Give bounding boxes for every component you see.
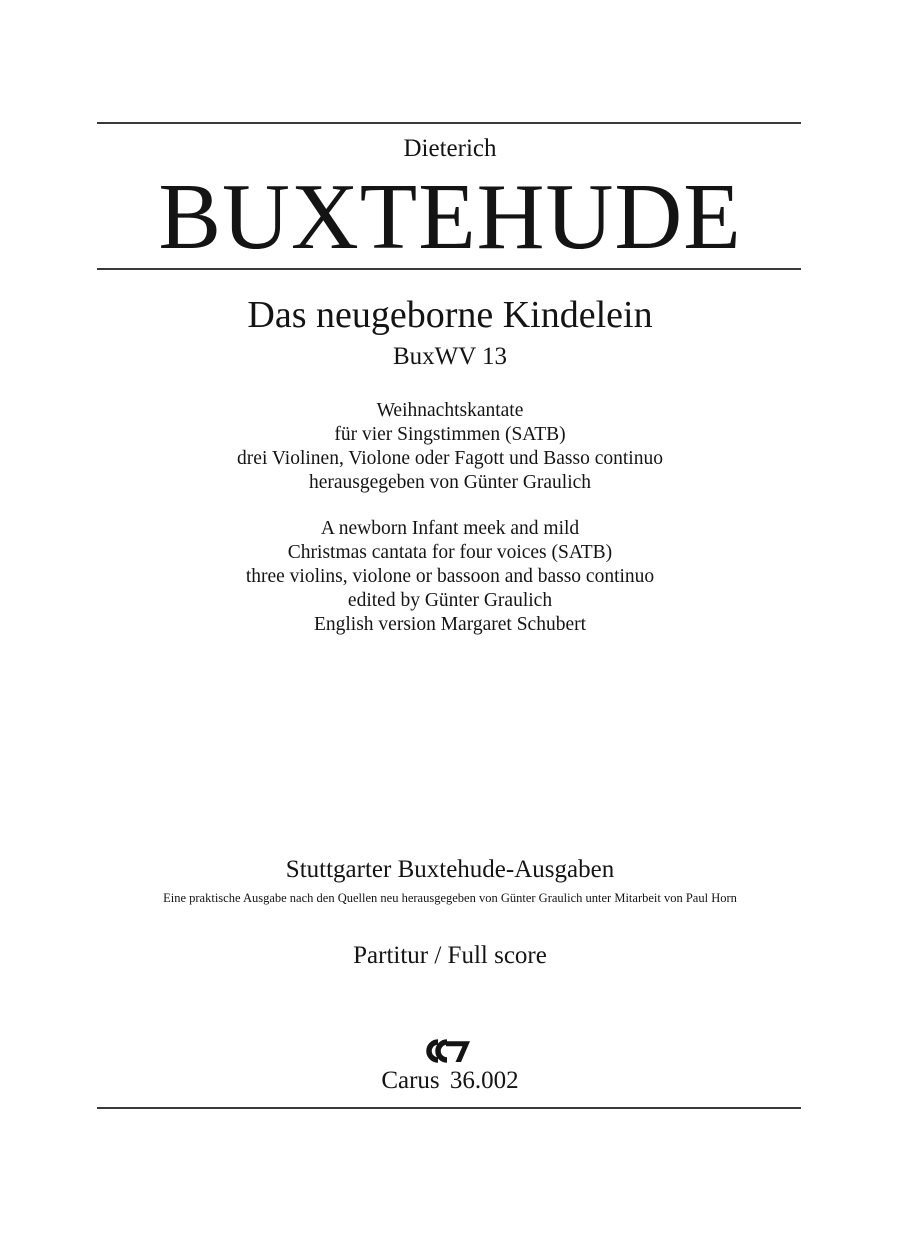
english-description-line: A newborn Infant meek and mild — [320, 518, 580, 539]
german-description-line: drei Violinen, Violone oder Fagott und Basso continuo — [237, 448, 663, 469]
german-description-line: für vier Singstimmen (SATB) — [334, 424, 566, 445]
bottom-rule — [97, 1107, 801, 1109]
composer-first-name: Dieterich — [403, 135, 497, 162]
work-title: Das neugeborne Kindelein — [247, 294, 653, 336]
german-description — [0, 399, 900, 495]
english-description-line: Christmas cantata for four voices (SATB) — [287, 542, 613, 563]
edition-number: Carus 36.002 — [381, 1067, 519, 1094]
english-description-line: English version Margaret Schubert — [313, 614, 587, 635]
german-description-line: Weihnachtskantate — [376, 400, 524, 421]
catalog-number: BuxWV 13 — [392, 343, 508, 370]
score-type: Partitur / Full score — [353, 942, 547, 969]
series-subtitle: Eine praktische Ausgabe nach den Quellen neu herausgegeben von Günter Graulich unter Mitarbeit von Paul Horn — [163, 891, 737, 905]
german-description-line: herausgegeben von Günter Graulich — [308, 472, 592, 493]
carus-logo-icon — [424, 1038, 472, 1064]
series-title: Stuttgarter Buxtehude-Ausgaben — [285, 856, 615, 883]
composer-surname: BUXTEHUDE — [158, 165, 742, 269]
top-rule — [97, 122, 801, 124]
english-description-line: edited by Günter Graulich — [347, 590, 553, 611]
english-description — [0, 517, 900, 637]
title-rule — [97, 268, 801, 270]
english-description-line: three violins, violone or bassoon and basso continuo — [245, 566, 655, 587]
